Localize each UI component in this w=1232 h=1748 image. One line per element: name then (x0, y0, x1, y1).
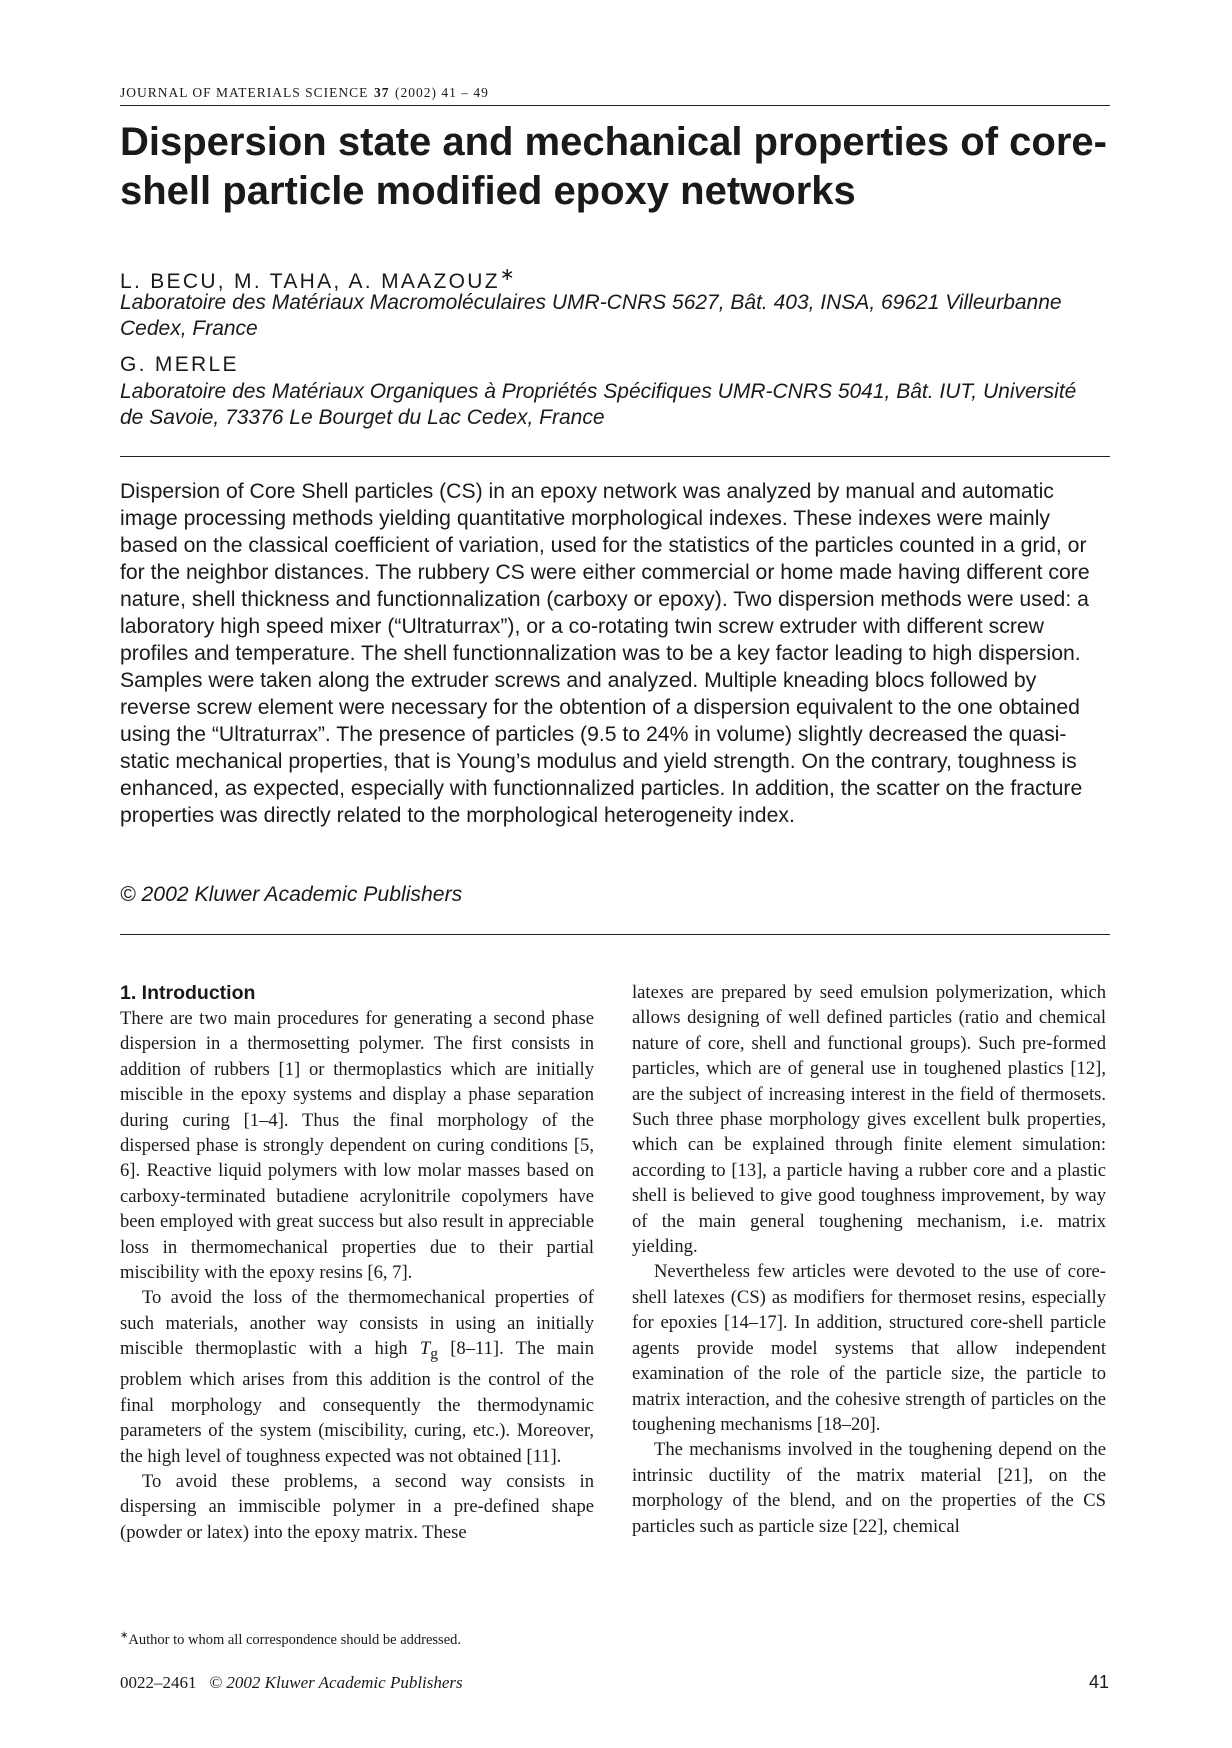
journal-year-pages: (2002) 41 – 49 (395, 85, 489, 100)
body-column-right (632, 980, 1106, 1539)
paragraph: To avoid these problems, a second way consists in dispersing an immiscible polymer in a pre-defined shape (powder or latex) into the epoxy matrix. These (120, 1471, 594, 1543)
tg-subscript: g (430, 1346, 438, 1363)
footer-issn-line (120, 1673, 463, 1693)
footnote-marker: ∗ (120, 1630, 129, 1641)
abstract: Dispersion of Core Shell particles (CS) in an epoxy network was analyzed by manual and automatic image processing methods yielding quantitative morphological indexes. These indexes were mainly based on the classical coefficient of variation, used for the statistics of the particles counted in a grid, or for the neighbor distances. The rubbery CS were either commercial or home made having different core nature, shell thickness and functionnalization (carboxy or epoxy). Two dispersion methods were used: a laboratory high speed mixer (“Ultraturrax”), or a co-rotating twin screw extruder with different screw profiles and temperature. The shell functionnalization was to be a key factor leading to high dispersion. Samples were taken along the extruder screws and analyzed. Multiple kneading blocs followed by reverse screw element were necessary for the obtention of a dispersion equivalent to the one obtained using the “Ultraturrax”. The presence of particles (9.5 to 24% in volume) slightly decreased the quasi-static mechanical properties, that is Young’s modulus and yield strength. On the contrary, toughness is enhanced, as expected, especially with functionnalized particles. In addition, the scatter on the fracture properties was directly related to the morphological heterogeneity index. (120, 480, 1090, 827)
authors-names-1: L. BECU, M. TAHA, A. MAAZOUZ (120, 270, 500, 293)
corresponding-author-marker: ∗ (499, 264, 517, 284)
paragraph: The mechanisms involved in the toughening depend on the intrinsic ductility of the matrix material [21], on the morphology of the blend, and on the properties of the CS particles such as particle size [22], chemical (632, 1439, 1106, 1537)
page-number: 41 (1088, 1672, 1109, 1692)
paragraph: latexes are prepared by seed emulsion polymerization, which allows designing of well defined particles (ratio and chemical nature of core, shell and functional groups). Such pre-formed particles, which are of general use in toughened plastics [12], are the subject of increasing interest in the field of thermosets. Such three phase morphology gives excellent bulk properties, which can be explained through finite element simulation: according to [13], a particle having a rubber core and a plastic shell is believed to give good toughness improvement, by way of the main general toughening mechanism, i.e. matrix yielding. (632, 982, 1106, 1258)
affiliation-1: Laboratoire des Matériaux Macromoléculaires UMR-CNRS 5627, Bât. 403, INSA, 69621 Villeurbanne Cedex, France (120, 291, 1062, 340)
section-heading: 1. Introduction (120, 982, 256, 1004)
issn: 0022–2461 (120, 1673, 197, 1692)
abstract-top-rule (120, 456, 1110, 457)
paragraph-text: To avoid the loss of the thermomechanical properties of such materials, another way consists in using an initially miscible thermoplastic with a high (120, 1287, 594, 1360)
header-rule (120, 105, 1110, 106)
footnote (120, 1630, 461, 1649)
journal-name: JOURNAL OF MATERIALS SCIENCE (120, 85, 369, 100)
article-title: Dispersion state and mechanical properties of core-shell particle modified epoxy networks (120, 120, 1107, 213)
footnote-text: Author to whom all correspondence should be addressed. (128, 1631, 461, 1648)
tg-symbol: T (419, 1338, 431, 1360)
authors-group-2: G. MERLE (120, 353, 239, 376)
affiliation-2: Laboratoire des Matériaux Organiques à Propriétés Spécifiques UMR-CNRS 5041, Bât. IUT, Université de Savoie, 73376 Le Bourget du Lac Cedex, France (120, 380, 1077, 429)
body-column-left (120, 980, 594, 1545)
abstract-copyright: © 2002 Kluwer Academic Publishers (120, 883, 463, 906)
abstract-bottom-rule (120, 934, 1110, 935)
paragraph-text: [8–11]. The main problem which arises from this addition is the control of the final morphology and consequently the thermodynamic parameters of the system (miscibility, curing, etc.). Moreover, the high level of toughness expected was not obtained [11]. (120, 1338, 594, 1467)
footer-copyright: © 2002 Kluwer Academic Publishers (209, 1673, 463, 1692)
paragraph: Nevertheless few articles were devoted to the use of core-shell latexes (CS) as modifiers for thermoset resins, especially for epoxies [14–17]. In addition, structured core-shell particle agents provide model systems that allow independent examination of the role of the particle size, the particle to matrix interaction, and the cohesive strength of particles on the toughening mechanisms [18–20]. (632, 1261, 1106, 1435)
journal-header (120, 85, 1110, 101)
paragraph: There are two main procedures for generating a second phase dispersion in a thermosetting polymer. The first consists in addition of rubbers [1] or thermoplastics which are initially miscible in the epoxy systems and display a phase separation during curing [1–4]. Thus the final morphology of the dispersed phase is strongly dependent on curing conditions [5, 6]. Reactive liquid polymers with low molar masses based on carboxy-terminated butadiene acrylonitrile copolymers have been employed with great success but also result in appreciable loss in thermomechanical properties due to their partial miscibility with the epoxy resins [6, 7]. (120, 1008, 594, 1284)
journal-volume: 37 (373, 85, 390, 100)
paragraph (120, 1285, 594, 1469)
